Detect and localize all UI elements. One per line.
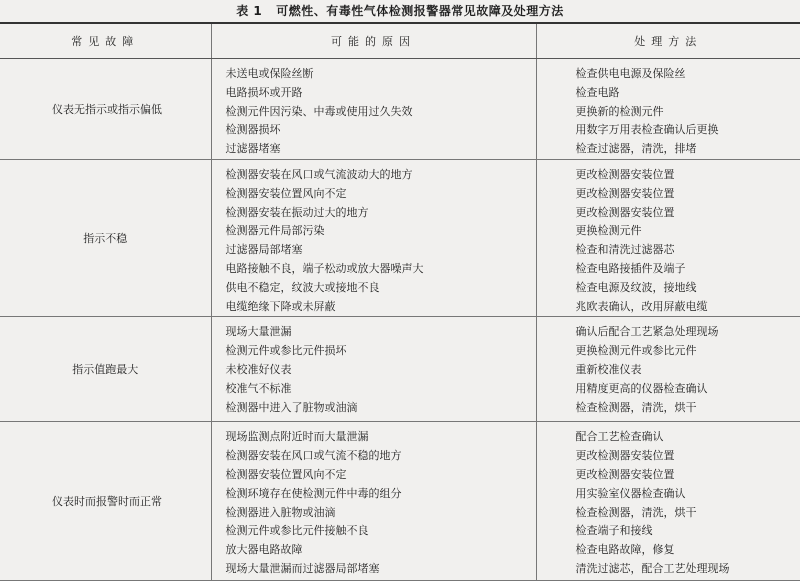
remedy-line: 更改检测器安装位置 <box>537 185 800 204</box>
remedy-line: 更改检测器安装位置 <box>537 447 800 466</box>
remedy-line: 更改检测器安装位置 <box>537 466 800 485</box>
remedy-line: 更换检测元件 <box>537 222 800 241</box>
cause-line: 检测器安装在风口或气流波动大的地方 <box>212 166 536 185</box>
table-number: 表 1 <box>236 4 262 18</box>
cause-line: 过滤器堵塞 <box>212 140 536 159</box>
cause-line: 现场大量泄漏而过滤器局部堵塞 <box>212 560 536 579</box>
cause-line: 检测器元件局部污染 <box>212 222 536 241</box>
cause-line: 供电不稳定，纹波大或接地不良 <box>212 279 536 298</box>
cause-line: 未校准好仪表 <box>212 361 536 380</box>
remedy-line: 检查检测器，清洗，烘干 <box>537 504 800 523</box>
remedy-line: 用精度更高的仪器检查确认 <box>537 380 800 399</box>
cause-line: 检测器损坏 <box>212 121 536 140</box>
remedy-line: 更改检测器安装位置 <box>537 204 800 223</box>
cause-line: 检测器中进入了脏物或油滴 <box>212 399 536 418</box>
cause-cell <box>211 422 536 581</box>
remedy-line: 更改检测器安装位置 <box>537 166 800 185</box>
cause-line: 检测器安装在风口或气流不稳的地方 <box>212 447 536 466</box>
remedy-cell <box>536 422 800 581</box>
symptom-cell: 指示不稳 <box>0 159 211 316</box>
cause-line: 未送电或保险丝断 <box>212 65 536 84</box>
remedy-line: 用数字万用表检查确认后更换 <box>537 121 800 140</box>
symptom-cell: 指示值跑最大 <box>0 317 211 422</box>
remedy-line: 重新校准仪表 <box>537 361 800 380</box>
remedy-line: 兆欧表确认，改用屏蔽电缆 <box>537 298 800 317</box>
remedy-line: 检查检测器，清洗，烘干 <box>537 399 800 418</box>
cause-line: 电路接触不良，端子松动或放大器噪声大 <box>212 260 536 279</box>
cause-line: 检测环境存在使检测元件中毒的组分 <box>212 485 536 504</box>
cause-line: 检测元件或参比元件接触不良 <box>212 522 536 541</box>
cause-line: 电缆绝缘下降或未屏蔽 <box>212 298 536 317</box>
table-row <box>0 59 800 160</box>
cause-line: 电路损坏或开路 <box>212 84 536 103</box>
table-title <box>0 2 800 20</box>
remedy-line: 更换新的检测元件 <box>537 103 800 122</box>
cause-line: 检测器安装位置风向不定 <box>212 185 536 204</box>
cause-line: 过滤器局部堵塞 <box>212 241 536 260</box>
remedy-line: 配合工艺检查确认 <box>537 428 800 447</box>
remedy-line: 检查电路 <box>537 84 800 103</box>
cause-line: 检测器安装在振动过大的地方 <box>212 204 536 223</box>
cause-line: 现场大量泄漏 <box>212 323 536 342</box>
remedy-line: 检查电源及纹波，接地线 <box>537 279 800 298</box>
table-row <box>0 159 800 316</box>
table-caption: 可燃性、有毒性气体检测报警器常见故障及处理方法 <box>276 4 564 18</box>
cause-line: 放大器电路故障 <box>212 541 536 560</box>
symptom-cell: 仪表无指示或指示偏低 <box>0 59 211 160</box>
remedy-line: 检查和清洗过滤器芯 <box>537 241 800 260</box>
remedy-line: 清洗过滤芯，配合工艺处理现场 <box>537 560 800 579</box>
remedy-line: 更换检测元件或参比元件 <box>537 342 800 361</box>
remedy-line: 检查供电电源及保险丝 <box>537 65 800 84</box>
cause-line: 检测器安装位置风向不定 <box>212 466 536 485</box>
remedy-line: 检查电路接插件及端子 <box>537 260 800 279</box>
header-symptom: 常见故障 <box>0 23 211 59</box>
cause-cell <box>211 59 536 160</box>
table-row <box>0 317 800 422</box>
remedy-line: 确认后配合工艺紧急处理现场 <box>537 323 800 342</box>
remedy-line: 用实验室仪器检查确认 <box>537 485 800 504</box>
cause-line: 检测元件或参比元件损坏 <box>212 342 536 361</box>
header-remedy: 处理方法 <box>536 23 800 59</box>
remedy-line: 检查过滤器，清洗，排堵 <box>537 140 800 159</box>
cause-line: 现场监测点附近时而大量泄漏 <box>212 428 536 447</box>
table-row <box>0 422 800 581</box>
cause-cell <box>211 317 536 422</box>
remedy-cell <box>536 317 800 422</box>
cause-line: 检测元件因污染、中毒或使用过久失效 <box>212 103 536 122</box>
remedy-line: 检查电路故障，修复 <box>537 541 800 560</box>
header-cause: 可能的原因 <box>211 23 536 59</box>
symptom-cell: 仪表时而报警时而正常 <box>0 422 211 581</box>
header-row <box>0 23 800 59</box>
cause-line: 检测器进入脏物或油滴 <box>212 504 536 523</box>
remedy-cell <box>536 159 800 316</box>
fault-table <box>0 22 800 581</box>
cause-cell <box>211 159 536 316</box>
remedy-line: 检查端子和接线 <box>537 522 800 541</box>
remedy-cell <box>536 59 800 160</box>
cause-line: 校准气不标准 <box>212 380 536 399</box>
